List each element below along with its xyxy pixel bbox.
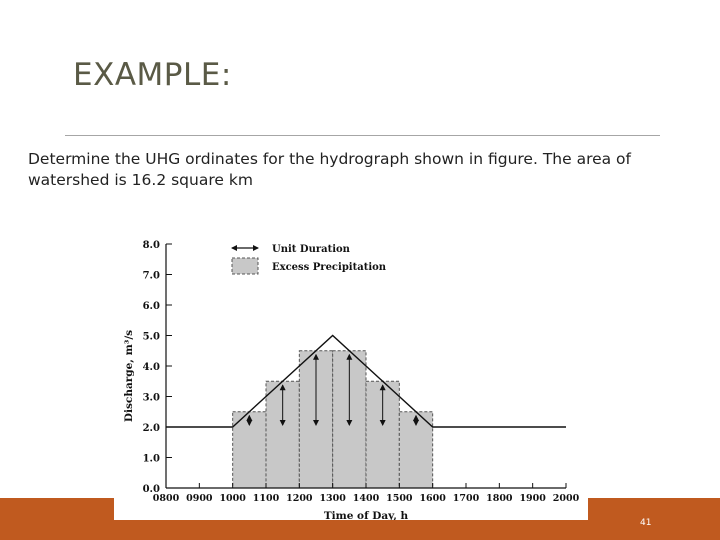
y-tick-label: 1.0 [142, 453, 160, 465]
y-tick-label: 7.0 [142, 270, 160, 282]
x-tick-label: 1300 [319, 493, 346, 504]
y-tick-label: 2.0 [142, 423, 160, 434]
x-tick-label: 1600 [419, 493, 446, 504]
y-tick-label: 5.0 [142, 331, 160, 343]
x-axis-label: Time of Day, h [323, 510, 409, 520]
page-number: 41 [640, 518, 652, 528]
hydrograph-chart [114, 224, 588, 520]
x-tick-label: 0900 [186, 493, 213, 504]
y-tick-label: 6.0 [142, 301, 160, 312]
x-tick-label: 1900 [519, 493, 546, 504]
problem-statement: Determine the UHG ordinates for the hydrograph shown in figure. The area of watershed is 16.2 square km [28, 150, 632, 189]
x-tick-label: 1200 [286, 493, 313, 504]
x-tick-label: 1100 [252, 493, 280, 504]
x-tick-label: 1700 [452, 493, 480, 504]
y-tick-label: 8.0 [142, 240, 160, 251]
y-axis-label: Discharge, m³/s [123, 329, 135, 423]
y-tick-label: 0.0 [142, 484, 160, 495]
x-tick-label: 1800 [486, 493, 513, 504]
x-tick-label: 1400 [352, 493, 380, 504]
title-divider [65, 135, 660, 136]
y-tick-label: 3.0 [142, 392, 160, 404]
x-tick-label: 2000 [552, 493, 580, 504]
legend-excess-precipitation-swatch [232, 258, 258, 274]
hydrograph-figure [114, 224, 588, 520]
x-tick-label: 0800 [152, 493, 180, 504]
slide-title: EXAMPLE: [73, 57, 232, 93]
x-tick-label: 1000 [219, 493, 246, 504]
legend-unit-duration-label: Unit Duration [272, 244, 350, 255]
legend-excess-precipitation-label: Excess Precipitation [272, 262, 387, 273]
y-tick-label: 4.0 [142, 362, 160, 373]
x-tick-label: 1500 [386, 493, 413, 504]
